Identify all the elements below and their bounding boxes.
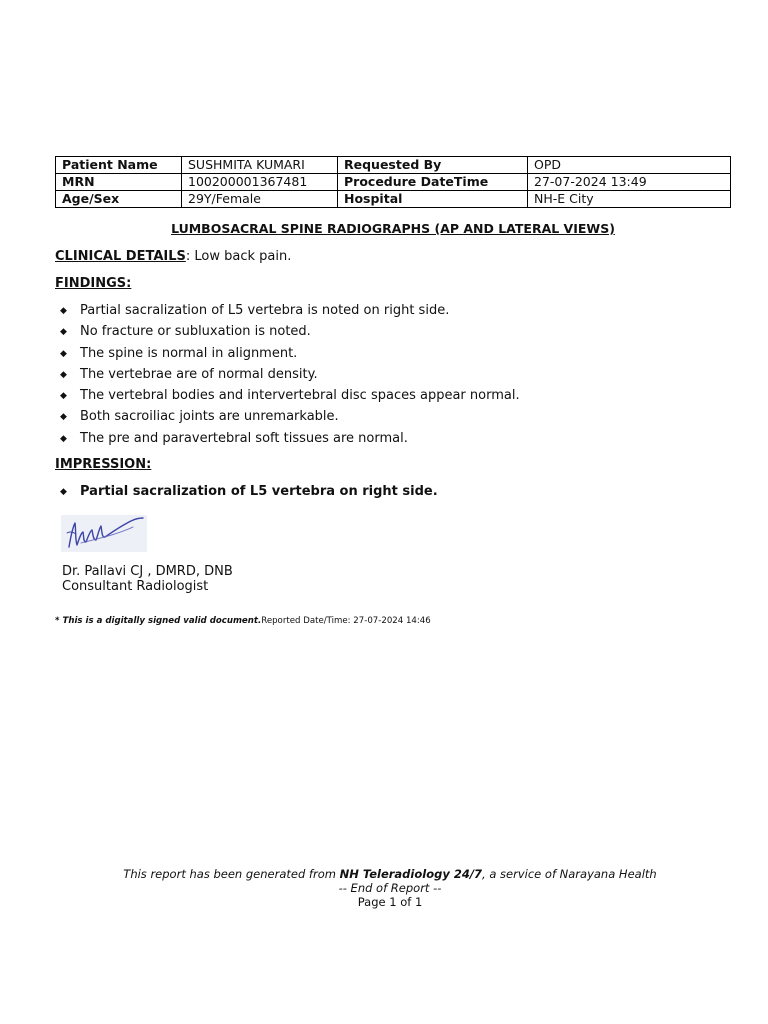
diamond-bullet-icon: ◆ — [60, 433, 67, 444]
list-item — [60, 324, 520, 345]
end-of-report: -- End of Report -- — [338, 881, 442, 895]
diamond-bullet-icon: ◆ — [60, 369, 67, 380]
diamond-bullet-icon: ◆ — [60, 327, 67, 338]
footer-service-name: NH Teleradiology 24/7 — [339, 867, 483, 881]
list-item — [60, 346, 520, 367]
table-row — [56, 157, 731, 174]
requested-by-label: Requested By — [338, 157, 528, 174]
footer-suffix: , a service of Narayana Health — [482, 867, 657, 881]
findings-heading-wrap — [55, 276, 131, 291]
table-row — [56, 174, 731, 191]
hospital-label: Hospital — [338, 191, 528, 208]
doctor-title: Consultant Radiologist — [62, 579, 209, 594]
diamond-bullet-icon: ◆ — [60, 348, 67, 359]
clinical-details-heading: CLINICAL DETAILS — [55, 249, 186, 264]
mrn-label: MRN — [56, 174, 182, 191]
list-item — [60, 484, 438, 500]
finding-text: Both sacroiliac joints are unremarkable. — [80, 409, 339, 425]
footer-prefix: This report has been generated from — [123, 867, 340, 881]
page-number: Page 1 of 1 — [357, 895, 423, 909]
diamond-bullet-icon: ◆ — [60, 391, 67, 402]
finding-text: The pre and paravertebral soft tissues are normal. — [80, 430, 408, 446]
list-item — [60, 388, 520, 409]
patient-name-value: SUSHMITA KUMARI — [182, 157, 338, 174]
age-sex-label: Age/Sex — [56, 191, 182, 208]
impression-text: Partial sacralization of L5 vertebra on right side. — [80, 484, 438, 499]
finding-text: The vertebrae are of normal density. — [80, 366, 318, 382]
impression-colon: : — [146, 457, 152, 472]
impression-heading-wrap — [55, 457, 151, 472]
digital-signature-statement: * This is a digitally signed valid document. — [55, 616, 262, 626]
impression-heading: IMPRESSION — [55, 457, 147, 472]
report-footer — [0, 867, 768, 909]
patient-info-table — [55, 156, 731, 208]
findings-colon: : — [126, 276, 132, 291]
report-title: LUMBOSACRAL SPINE RADIOGRAPHS (AP AND LATERAL VIEWS) — [171, 221, 615, 236]
finding-text: Partial sacralization of L5 vertebra is noted on right side. — [80, 303, 450, 318]
finding-text: The vertebral bodies and intervertebral disc spaces appear normal. — [80, 388, 520, 404]
finding-text: The spine is normal in alignment. — [80, 345, 298, 361]
diamond-bullet-icon: ◆ — [60, 487, 67, 497]
diamond-bullet-icon: ◆ — [60, 412, 67, 423]
list-item — [60, 303, 520, 324]
signature-icon — [61, 515, 147, 552]
procedure-datetime-value: 27-07-2024 13:49 — [528, 174, 731, 191]
mrn-value: 100200001367481 — [182, 174, 338, 191]
list-item — [60, 431, 520, 452]
list-item — [60, 367, 520, 388]
doctor-block — [62, 564, 233, 594]
patient-name-label: Patient Name — [56, 157, 182, 174]
requested-by-value: OPD — [528, 157, 731, 174]
procedure-datetime-label: Procedure DateTime — [338, 174, 528, 191]
hospital-value: NH-E City — [528, 191, 731, 208]
finding-text: No fracture or subluxation is noted. — [80, 324, 311, 340]
diamond-bullet-icon: ◆ — [60, 306, 67, 316]
findings-heading: FINDINGS — [55, 276, 127, 291]
table-row — [56, 191, 731, 208]
list-item — [60, 409, 520, 430]
footer-generated-line — [0, 867, 768, 881]
clinical-details — [55, 249, 291, 264]
age-sex-value: 29Y/Female — [182, 191, 338, 208]
findings-list — [60, 303, 520, 452]
impression-list — [60, 484, 438, 500]
reported-datetime: Reported Date/Time: 27-07-2024 14:46 — [261, 616, 431, 626]
digital-signature-note — [55, 616, 431, 626]
clinical-details-text: : Low back pain. — [185, 249, 292, 264]
report-title-wrap — [55, 221, 731, 237]
doctor-name: Dr. Pallavi CJ , DMRD, DNB — [62, 564, 233, 579]
